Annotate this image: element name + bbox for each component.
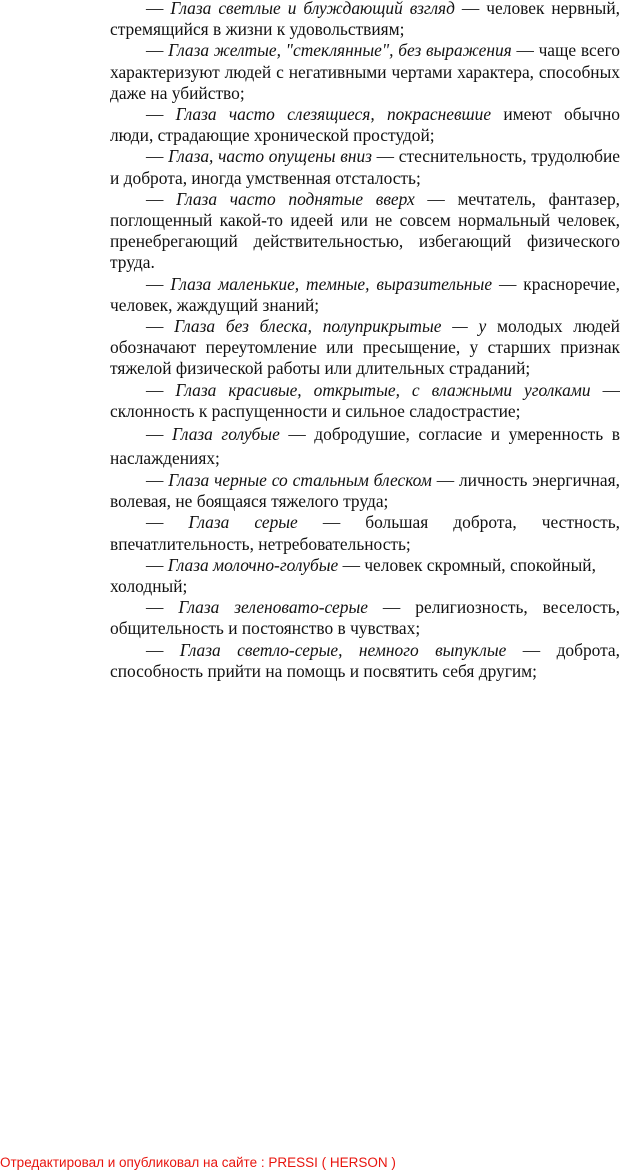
eye-type-term: Глаза светло-серые, немного выпуклые bbox=[179, 639, 507, 660]
eye-trait-description: чаще всего характеризуют людей с негативными чертами характера, способных даже на убийство; bbox=[110, 40, 620, 103]
separator: — bbox=[414, 188, 458, 209]
eye-type-term: Глаза черные со стальным блеском bbox=[168, 470, 432, 491]
eye-trait-description: большая доброта, честность, впечатлительность, нетребовательность; bbox=[110, 512, 620, 554]
eye-trait-description: мечтатель, фантазер, поглощенный какой-то идеей или не совсем нормальный человек, пренебрегающий действительностью, избегающий физического труда. bbox=[110, 188, 620, 273]
eye-trait-description: красноречие, человек, жаждущий знаний; bbox=[110, 273, 620, 315]
eye-type-term: Глаза светлые и блуждающий взгляд bbox=[170, 0, 455, 18]
eye-type-term: Глаза желтые, "стеклянные", без выражения bbox=[168, 40, 512, 61]
separator bbox=[491, 104, 503, 124]
eye-type-term: Глаза часто поднятые вверх bbox=[176, 188, 415, 209]
separator: — bbox=[590, 379, 620, 400]
eye-trait-description: стеснительность, трудолюбие и доброта, иногда умственная отсталость; bbox=[110, 146, 620, 188]
document-body bbox=[110, 0, 620, 682]
eye-description-entry: — Глаза маленькие, темные, выразительные — красноречие, человек, жаждущий знаний; bbox=[110, 273, 620, 315]
eye-description-entry: — Глаза молочно-голубые — человек скромный, спокойный, холодный; bbox=[110, 554, 596, 597]
eye-type-term: Глаза часто слезящиеся, покрасневшие bbox=[175, 104, 492, 125]
eye-trait-description: личность энергичная, волевая, не боящаяся тяжелого труда; bbox=[110, 470, 620, 512]
eye-description-entry: — Глаза зеленовато-серые — религиозность, веселость, общительность и постоянство в чувствах; bbox=[110, 597, 620, 639]
eye-trait-description: имеют обычно люди, страдающие хронической простудой; bbox=[110, 104, 620, 146]
separator: — bbox=[338, 554, 365, 575]
eye-trait-description: молодых людей обозначают переутомление или пресыщение, у старших признак тяжелой физической работы или длительных страданий; bbox=[110, 316, 620, 379]
eye-type-term: Глаза без блеска, полуприкрытые — у bbox=[174, 316, 487, 337]
eye-trait-description: человек скромный, спокойный, холодный; bbox=[110, 554, 596, 597]
eye-description-entry: — Глаза желтые, "стеклянные", без выражения — чаще всего характеризуют людей с негативными чертами характера, способных даже на убийство; bbox=[110, 40, 620, 103]
eye-description-entry: — Глаза часто слезящиеся, покрасневшие имеют обычно люди, страдающие хронической простудой; bbox=[110, 104, 620, 146]
separator: — bbox=[511, 40, 539, 61]
eye-description-entry: — Глаза черные со стальным блеском — личность энергичная, волевая, не боящаяся тяжелого труда; bbox=[110, 470, 620, 512]
eye-trait-description: добродушие, согласие и умеренность в наслаждениях; bbox=[110, 424, 620, 469]
eye-description-entry: — Глаза, часто опущены вниз — стеснительность, трудолюбие и доброта, иногда умственная отсталость; bbox=[110, 146, 620, 188]
eye-description-entry: — Глаза красивые, открытые, с влажными уголками — склонность к распущенности и сильное сладострастие; bbox=[110, 379, 620, 421]
separator: — bbox=[431, 470, 459, 491]
separator: — bbox=[371, 146, 399, 167]
eye-description-entry: — Глаза часто поднятые вверх — мечтатель, фантазер, поглощенный какой-то идеей или не совсем нормальный человек, пренебрегающий действительностью, избегающий физического труда. bbox=[110, 188, 620, 273]
eye-type-term: Глаза маленькие, темные, выразительные bbox=[170, 273, 493, 294]
eye-type-term: Глаза, часто опущены вниз bbox=[168, 146, 372, 167]
eye-description-entry: — Глаза голубые — добродушие, согласие и умеренность в наслаждениях; bbox=[110, 424, 620, 469]
separator bbox=[486, 316, 497, 336]
eye-type-term: Глаза молочно-голубые bbox=[167, 554, 339, 575]
eye-trait-description: доброта, способность прийти на помощь и посвятить себя другим; bbox=[110, 639, 620, 681]
footer-credit: Отредактировал и опубликовал на сайте : PRESSI ( HERSON ) bbox=[0, 1155, 396, 1170]
separator: — bbox=[492, 273, 524, 294]
eye-description-entry: — Глаза светлые и блуждающий взгляд — человек нервный, стремящийся в жизни к удовольствиям; bbox=[110, 0, 620, 40]
separator: — bbox=[297, 512, 366, 533]
eye-trait-description: религиозность, веселость, общительность и постоянство в чувствах; bbox=[110, 597, 620, 639]
separator: — bbox=[279, 424, 315, 445]
eye-description-entry: — Глаза без блеска, полуприкрытые — у молодых людей обозначают переутомление или пресыщение, у старших признак тяжелой физической работы или длительных страданий; bbox=[110, 316, 620, 379]
separator: — bbox=[367, 597, 416, 618]
eye-trait-description: склонность к распущенности и сильное сладострастие; bbox=[110, 400, 521, 421]
eye-type-term: Глаза серые bbox=[188, 512, 298, 533]
eye-description-entry: — Глаза светло-серые, немного выпуклые — доброта, способность прийти на помощь и посвятить себя другим; bbox=[110, 639, 620, 681]
eye-description-entry: — Глаза серые — большая доброта, честность, впечатлительность, нетребовательность; bbox=[110, 512, 620, 554]
eye-type-term: Глаза зеленовато-серые bbox=[178, 597, 368, 618]
eye-type-term: Глаза красивые, открытые, с влажными уголками bbox=[175, 379, 591, 400]
eye-type-term: Глаза голубые bbox=[171, 424, 280, 445]
eye-trait-description: человек нервный, стремящийся в жизни к удовольствиям; bbox=[110, 0, 620, 40]
separator: — bbox=[506, 639, 557, 660]
separator: — bbox=[454, 0, 487, 18]
